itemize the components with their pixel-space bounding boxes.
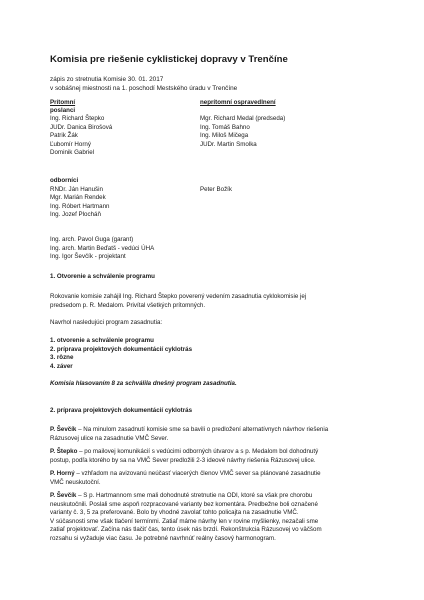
- present-person: JUDr. Danica Birošová: [50, 123, 113, 131]
- agenda-item: 3. rôzne: [50, 354, 74, 361]
- paragraph-line: neuskutočnili. Poslali sme aspoň rozpracované varianty bez komentára. Predbežne boli označené: [50, 500, 318, 508]
- discussion-paragraph: [50, 448, 380, 465]
- other-attendee: Ing. Igor Ševčík - projektant: [50, 253, 126, 260]
- present-expert: Ing. Jozef Plocháň: [50, 211, 101, 218]
- speaker-name: P. Ševčík: [50, 426, 77, 433]
- meeting-date-line: zápis zo stretnutia Komisie 30. 01. 2017: [50, 76, 164, 83]
- paragraph-line: VMČ neuskutoční.: [50, 478, 101, 486]
- agenda-item: 1. otvorenie a schválenie programu: [50, 337, 154, 344]
- present-expert: Mgr. Marián Rendek: [50, 194, 106, 201]
- paragraph-line: – po mailovej komunikácií s vedúcimi odborných útvarov a s p. Medalom bol dohodnutý: [79, 448, 319, 455]
- paragraph-line: zatiaľ projektovať. Začína nás tlačiť čas, tento úsek nás brzdí. Rekonštrukcia Rázusovej vo väčšom: [50, 526, 322, 534]
- absent-expert: Peter Božík: [200, 185, 232, 193]
- absent-person: Mgr. Richard Medal (predseda): [200, 115, 286, 122]
- speaker-name: P. Štepko: [50, 448, 78, 455]
- present-person: Ing. Richard Štepko: [50, 115, 105, 122]
- paragraph-line: – Na minulom zasadnutí komisie sme sa bavili o predložení alternatívnych návrhov riešenia: [78, 426, 329, 433]
- paragraph-line: – vzhľadom na avizovanú neúčasť viacerých členov VMČ sever sa plánované zasadnutie: [76, 470, 321, 477]
- agenda-item: 2. príprava projektových dokumentácií cyklotrás: [50, 345, 193, 353]
- absent-person: JUDr. Martin Smolka: [200, 140, 257, 148]
- speaker-name: P. Ševčík: [50, 492, 77, 499]
- paragraph-line: postup, podľa ktorého by sa na VMČ Sever predložili 2-3 ideové návrhy riešenia Rázusovej ulice.: [50, 456, 316, 464]
- discussion-paragraph: [50, 470, 380, 487]
- section1-para-line: predsedom p. R. Medalom. Privítal všetkých prítomných.: [50, 301, 206, 309]
- discussion-paragraph: [50, 492, 380, 544]
- present-header: Prítomní: [50, 99, 76, 106]
- agenda-item: 4. záver: [50, 362, 73, 370]
- absent-person: Ing. Tomáš Bahno: [200, 123, 250, 131]
- section1-heading: 1. Otvorenie a schválenie programu: [50, 273, 155, 280]
- other-attendee: Ing. arch. Pavol Guga (garant): [50, 236, 134, 243]
- section2-heading: 2. príprava projektových dokumentácií cyklotrás: [50, 407, 193, 414]
- absent-person: Ing. Miloš Mičega: [200, 132, 249, 139]
- poslanci-label: poslanci: [50, 107, 76, 114]
- speaker-name: P. Horný: [50, 470, 75, 477]
- odbornici-label: odborníci: [50, 177, 79, 184]
- present-expert: RNDr. Ján Hanušin: [50, 185, 103, 193]
- other-attendee: Ing. arch. Martin Beďatš - vedúci ÚHA: [50, 244, 155, 252]
- page-title: Komisia pre riešenie cyklistickej dopravy v Trenčíne: [50, 54, 288, 65]
- present-person: Ľubomír Horný: [50, 140, 91, 148]
- paragraph-line: V súčasnosti sme však tlačení termínmi. Zatiaľ máme návrhy len v rovine myšlienky, nezačali sme: [50, 517, 319, 525]
- present-person: Patrik Žák: [50, 132, 78, 139]
- present-expert: Ing. Róbert Hartmann: [50, 202, 110, 210]
- paragraph-line: rozsahu si vyžaduje viac času. Je potrebné navrhnúť reálny časový harmonogram.: [50, 534, 276, 542]
- vote-result: Komisia hlasovaním 8 za schválila dnešný program zasadnutia.: [50, 380, 237, 387]
- program-proposal: Navrhol nasledujúci program zasadnutia:: [50, 319, 163, 326]
- paragraph-line: – S p. Hartmannom sme mali dohodnuté stretnutie na ODI, ktoré sa však pre chorobu: [78, 492, 313, 499]
- section1-para-line: Rokovanie komisie zahájil Ing. Richard Štepko poverený vedením zasadnutia cyklokomisie jej: [50, 293, 307, 300]
- paragraph-line: varianty č. 3, 5 za preferované. Bolo by vhodné zavolať tohto policajta na zasadnutie VMČ.: [50, 509, 299, 517]
- meeting-location-line: v sobášnej miestnosti na 1. poschodí Mestského úradu v Trenčíne: [50, 85, 238, 92]
- paragraph-line: Rázusovej ulice na zasadnutie VMČ Sever.: [50, 434, 169, 442]
- discussion-paragraph: [50, 426, 380, 443]
- absent-header: neprítomní ospravedlnení: [200, 99, 276, 106]
- present-person: Dominik Gabriel: [50, 149, 95, 156]
